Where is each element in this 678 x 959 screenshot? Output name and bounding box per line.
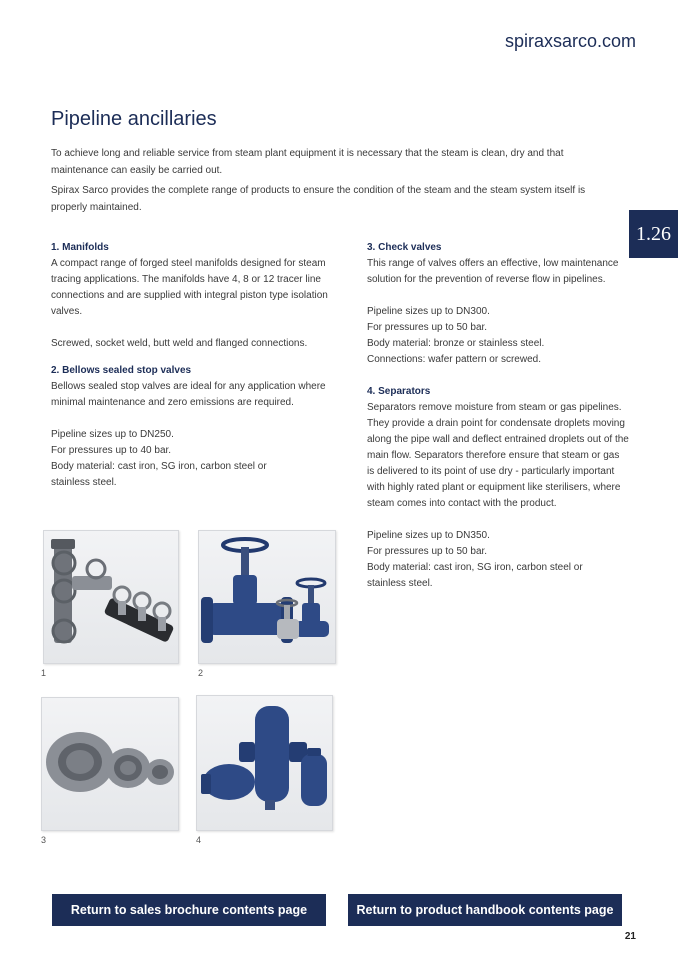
separators-spec-material: Body material: cast iron, SG iron, carbon steel or [367,562,583,573]
check-heading: 3. Check valves [367,242,442,253]
intro-paragraph-2: Spirax Sarco provides the complete range of products to ensure the condition of the steam and the steam system itself is properly maintained. [51,185,586,213]
bellows-body: Bellows sealed stop valves are ideal for any application where minimal maintenance and zero emissions are required. [51,381,326,408]
separators-spec-pressure: For pressures up to 50 bar. [367,546,488,557]
check-spec-pressure: For pressures up to 50 bar. [367,322,488,333]
separator-icon [197,696,332,830]
bellows-valves-photo [198,530,336,664]
caption-3: 3 [41,835,47,845]
caption-2: 2 [198,668,204,678]
caption-1: 1 [41,668,47,678]
left-column [51,240,341,491]
separators-heading: 4. Separators [367,386,431,397]
section-tab: 1.26 [629,210,678,258]
right-column [367,240,629,592]
separators-spec-size: Pipeline sizes up to DN350. [367,530,490,541]
sales-brochure-button[interactable]: Return to sales brochure contents page [52,894,326,926]
separators-spec-material-cont: stainless steel. [367,578,433,589]
stop-valve-icon [199,531,335,663]
check-spec-size: Pipeline sizes up to DN300. [367,306,490,317]
manifolds-body: A compact range of forged steel manifolds designed for steam tracing applications. The manifolds have 4, 8 or 12 tracer line connections and are supplied with integral piston type isolation valves. [51,258,328,317]
bellows-specs [51,427,341,491]
separators-body: Separators remove moisture from steam or gas pipelines. They provide a drain point for condensate droplets moving along the pipe wall and deflect entrained droplets out of the main flow. Separators therefore ensure that steam or gas is delivered to its point of use dry - particularly important with highly rated plant or equipment like sterilisers, where steam comes into contact with the product. [367,402,629,509]
check-spec-material: Body material: bronze or stainless steel. [367,338,545,349]
check-spec-connections: Connections: wafer pattern or screwed. [367,354,541,365]
page-number: 21 [624,931,636,942]
separators-photo [196,695,333,831]
bellows-spec-material: Body material: cast iron, SG iron, carbon steel or [51,461,267,472]
check-valve-icon [42,698,178,830]
check-specs [367,304,629,368]
caption-4: 4 [196,835,202,845]
site-url[interactable]: spiraxsarco.com [504,31,636,51]
check-valves-photo [41,697,179,831]
manifolds-photo [43,530,179,664]
check-body: This range of valves offers an effective, low maintenance solution for the prevention of reverse flow in pipelines. [367,258,619,285]
manifold-valves-icon [44,531,178,663]
bellows-heading: 2. Bellows sealed stop valves [51,365,192,376]
page-title: Pipeline ancillaries [51,108,217,130]
bellows-spec-pressure: For pressures up to 40 bar. [51,445,172,456]
bellows-spec-size: Pipeline sizes up to DN250. [51,429,174,440]
product-handbook-button[interactable]: Return to product handbook contents page [348,894,622,926]
manifolds-heading: 1. Manifolds [51,242,109,253]
bellows-spec-material-cont: stainless steel. [51,477,117,488]
manifolds-connections: Screwed, socket weld, butt weld and flanged connections. [51,338,308,349]
intro-paragraph-1: To achieve long and reliable service from steam plant equipment it is necessary that the steam is clean, dry and that maintenance can easily be carried out. [51,148,564,176]
separators-specs [367,528,629,592]
